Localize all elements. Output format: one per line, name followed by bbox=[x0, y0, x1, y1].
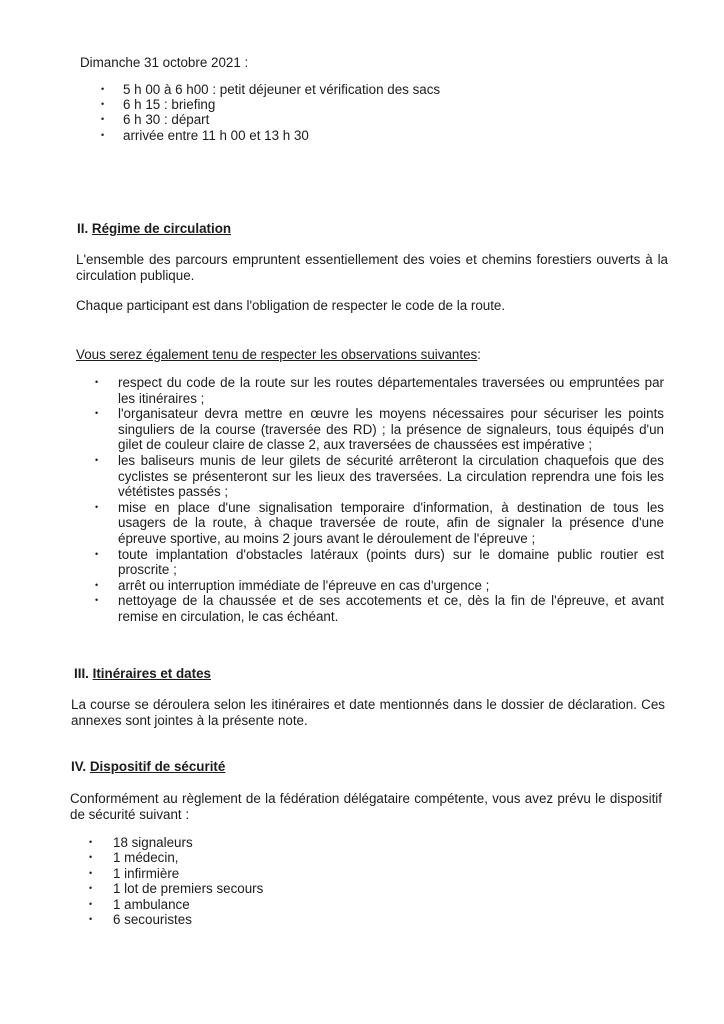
observation-text: arrêt ou interruption immédiate de l'épreuve en cas d'urgence ; bbox=[118, 577, 490, 593]
list-item bbox=[101, 112, 440, 128]
bullet-icon: • bbox=[89, 898, 93, 909]
device-item-text: 6 secouristes bbox=[113, 912, 192, 928]
bullet-icon: • bbox=[89, 883, 93, 894]
list-item bbox=[95, 499, 664, 547]
list-item bbox=[89, 835, 263, 850]
bullet-icon: • bbox=[89, 837, 93, 847]
observations-title bbox=[76, 347, 481, 363]
bullet-icon: • bbox=[89, 867, 93, 878]
section-heading-itineraires bbox=[74, 666, 211, 682]
list-item bbox=[101, 127, 440, 143]
list-item bbox=[89, 896, 263, 912]
bullet-icon: • bbox=[95, 501, 99, 512]
schedule-item-text: arrivée entre 11 h 00 et 13 h 30 bbox=[123, 127, 309, 143]
schedule-date: Dimanche 31 octobre 2021 : bbox=[80, 55, 249, 70]
observations-title-text: Vous serez également tenu de respecter les observations suivantes bbox=[76, 347, 478, 362]
observation-text: nettoyage de la chaussée et de ses accotements et ce, dès la fin de l'épreuve, et avant remise en circulation, le cas échéant. bbox=[118, 593, 664, 624]
list-item bbox=[89, 912, 263, 928]
list-item bbox=[89, 881, 264, 897]
section-heading-securite bbox=[71, 759, 225, 775]
section-number: II. bbox=[77, 221, 89, 236]
section-heading-regime bbox=[77, 221, 231, 237]
paragraph-parcours: L'ensemble des parcours empruntent essentiellement des voies et chemins forestiers ouverts à la circulation publique. bbox=[76, 252, 668, 283]
security-device-list bbox=[89, 835, 264, 928]
device-item-text: 18 signaleurs bbox=[113, 835, 193, 850]
bullet-icon: • bbox=[95, 548, 99, 559]
list-item bbox=[89, 850, 263, 866]
observation-text: toute implantation d'obstacles latéraux (points durs) sur le domaine public routier est proscrite ; bbox=[118, 546, 664, 578]
list-item bbox=[89, 865, 263, 881]
list-item bbox=[95, 375, 664, 406]
list-item bbox=[101, 82, 441, 97]
observation-text: respect du code de la route sur les routes départementales traversées ou empruntées par les itinéraires ; bbox=[118, 375, 664, 406]
bullet-icon: • bbox=[101, 99, 105, 110]
device-item-text: 1 lot de premiers secours bbox=[113, 881, 264, 897]
paragraph-code-route: Chaque participant est dans l'obligation de respecter le code de la route. bbox=[76, 298, 506, 313]
bullet-icon: • bbox=[95, 377, 99, 387]
list-item bbox=[95, 406, 664, 453]
list-item bbox=[95, 546, 664, 578]
section-number: III. bbox=[74, 666, 89, 681]
bullet-icon: • bbox=[95, 454, 99, 465]
observations-title-colon: : bbox=[477, 347, 481, 362]
list-item bbox=[101, 97, 440, 113]
bullet-icon: • bbox=[101, 114, 105, 125]
bullet-icon: • bbox=[101, 84, 105, 94]
paragraph-dispositif: Conformément au règlement de la fédération délégataire compétente, vous avez prévu le dispositif de sécurité suivant : bbox=[70, 791, 662, 822]
list-item bbox=[95, 452, 664, 500]
device-item-text: 1 infirmière bbox=[113, 865, 180, 881]
list-item bbox=[95, 577, 664, 594]
schedule-item-text: 6 h 15 : briefing bbox=[123, 97, 216, 113]
bullet-icon: • bbox=[95, 408, 99, 419]
observation-text: l'organisateur devra mettre en œuvre les moyens nécessaires pour sécuriser les points singuliers de la course (traversée des RD) ; la présence de signaleurs, tous équipés d'un gilet de couleur claire de classe 2, aux traversées de chaussées est impérative ; bbox=[118, 406, 664, 453]
bullet-icon: • bbox=[89, 852, 93, 863]
list-item bbox=[95, 593, 664, 624]
schedule-list bbox=[101, 82, 441, 143]
schedule-item-text: 5 h 00 à 6 h00 : petit déjeuner et vérification des sacs bbox=[123, 82, 441, 97]
bullet-icon: • bbox=[95, 579, 99, 590]
observation-text: les baliseurs munis de leur gilets de sécurité arrêteront la circulation chaquefois que des cyclistes se présenteront sur les lieux des traversées. La circulation reprendra une fois les vététistes passés ; bbox=[118, 452, 664, 500]
bullet-icon: • bbox=[89, 914, 93, 925]
section-title: Itinéraires et dates bbox=[92, 666, 211, 681]
section-number: IV. bbox=[71, 759, 87, 774]
bullet-icon: • bbox=[95, 595, 99, 606]
bullet-icon: • bbox=[101, 129, 105, 140]
observation-text: mise en place d'une signalisation temporaire d'information, à destination de tous les usagers de la route, à chaque traversée de route, afin de signaler la présence d'une épreuve sportive, au moins 2 jours avant le déroulement de l'épreuve ; bbox=[118, 499, 664, 546]
section-title: Régime de circulation bbox=[91, 221, 232, 236]
paragraph-itineraires: La course se déroulera selon les itinéraires et date mentionnés dans le dossier de déclaration. Ces annexes sont jointes à la présente note. bbox=[71, 697, 665, 728]
schedule-item-text: 6 h 30 : départ bbox=[123, 112, 210, 128]
device-item-text: 1 ambulance bbox=[113, 896, 190, 912]
observations-list bbox=[95, 375, 664, 625]
device-item-text: 1 médecin, bbox=[113, 850, 179, 866]
section-title: Dispositif de sécurité bbox=[89, 759, 226, 774]
